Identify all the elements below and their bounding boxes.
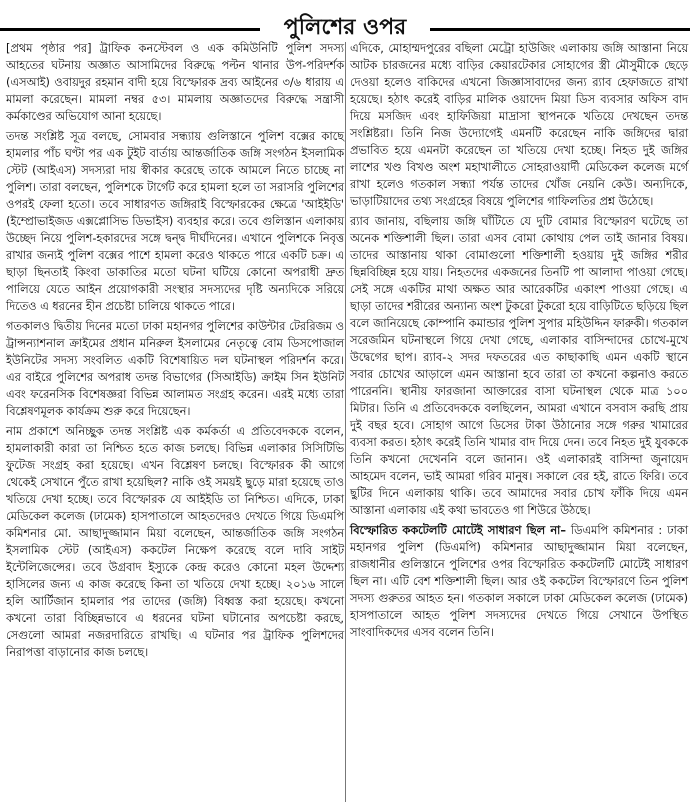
right-paragraph-1: এদিকে, মোহাম্মদপুরের বছিলা মেট্রো হাউজিং এলাকায় জঙ্গি আস্তানা নিয়ে আটক চারজনের মধ্যে বাড়ির কেয়ারটেকার সোহাগের স্ত্রী মৌসুমীকে ছেড়ে দেওয়া হলেও বাকিদের এখনো জিজ্ঞাসাবাদের জন্য র‌্যাব হেফাজতে রাখা হয়েছে। হঠাৎ করেই বাড়ির মালিক ওয়াদেদ মিয়া ডিস ব্যবসার অফিস বাদ দিয়ে মসজিদ এবং হাফিজিয়া মাদ্রাসা স্থাপনকে খতিয়ে দেখছেন তদন্ত সংশ্লিষ্টরা। তিনি নিজ উদ্যোগেই এমনটি করেছেন নাকি জঙ্গিদের দ্বারা প্রভাবিত হয়ে এমনটা করেছেন তা খতিয়ে দেখা হচ্ছে। নিহত দুই জঙ্গির লাশের খণ্ড বিখণ্ড অংশ মহাখালীতে সোহরাওয়ার্দী মেডিকেল কলেজ মর্গে রাখা হলেও গতকাল সন্ধ্যা পর্যন্ত তাদের খোঁজ নেয়নি কেউ। অন্যদিকে, ভাড়াটিয়াদের তথ্য সংগ্রহের বিষয়ে পুলিশের গাফিলতির প্রশ্ন উঠেছে। xyxy=(350,42,688,208)
continued-tag: [প্রথম পৃষ্ঠার পর] xyxy=(6,42,92,55)
left-paragraph-2: তদন্ত সংশ্লিষ্ট সূত্র বলছে, সোমবার সন্ধ্যায় গুলিস্তানে পুলিশ বক্সের কাছে হামলার পাঁচ ঘণ্টা পর এক টুইট বার্তায় আন্তর্জাতিক জঙ্গি সংগঠন ইসলামিক স্টেট (আইএস) সদস্যরা দায় স্বীকার করেছে তাকে আমলে নিতে চাচ্ছে না পুলিশ। তারা বলছেন, পুলিশকে টার্গেট করে হামলা হলে তা সরাসরি পুলিশের ওপরই ফেলা হতো। তবে সাধারণত জঙ্গিরাই বিস্ফোরকের ক্ষেত্রে 'আইইডি' (ইম্প্রোভাইজড এক্সপ্লোসিভ ডিভাইস) ব্যবহার করে। তবে গুলিস্তান এলাকায় উচ্ছেদ নিয়ে পুলিশ-হকারদের সঙ্গে দ্বন্দ্ব দীর্ঘদিনের। এখানে পুলিশকে নিবৃত্ত রাখার জন্যই পুলিশ বক্সের পাশে হামলা করেও থাকতে পারে একটি চক্র। এ ছাড়া ছিনতাই কিংবা ডাকাতির মতো ঘটনা ঘটিয়ে কোনো অপরাধী দ্রুত পালিয়ে যেতে আইন প্রয়োগকারী সংস্থার সদস্যদের দৃষ্টি অন্যদিকে সরিয়ে দিতেও এ ধরনের হীন প্রচেষ্টা চালিয়ে থাকতে পারে। xyxy=(6,130,344,313)
left-paragraph-3: গতকালও দ্বিতীয় দিনের মতো ঢাকা মহানগর পুলিশের কাউন্টার টেররিজম ও ট্রান্সন্যাশনাল ক্রাইমের প্রধান মনিরুল ইসলামের নেতৃত্বে বোম ডিসপোজাল ইউনিটের সদস্য সংবলিত একটি বিশেষায়িত দল ঘটনাস্থল পরিদর্শন করে। এর বাইরে পুলিশের অপরাধ তদন্ত বিভাগের (সিআইডি) ক্রাইম সিন ইউনিট এবং ফরেনসিক বিশেষজ্ঞরা বিভিন্ন আলামত সংগ্রহ করেন। এরই মধ্যে তারা বিশ্লেষণমূলক কার্যক্রম শুরু করে দিয়েছেন। xyxy=(6,320,344,418)
right-paragraph-3 xyxy=(350,522,688,641)
headline: পুলিশের ওপর xyxy=(283,14,407,40)
left-paragraph-4: নাম প্রকাশে অনিচ্ছুক তদন্ত সংশ্লিষ্ট এক কর্মকর্তা এ প্রতিবেদককে বলেন, হামলাকারী কারা তা নিশ্চিত হতে কাজ চলছে। বিভিন্ন এলাকার সিসিটিভি ফুটেজ সংগ্রহ করা হয়েছে। এখন বিশ্লেষণ চলছে। বিস্ফোরক কী আগে থেকেই সেখানে পুঁতে রাখা হয়েছিল? নাকি ওই সময়ই ছুড়ে মারা হয়েছে তাও খতিয়ে দেখা হচ্ছে। তবে বিস্ফোরক যে আইইডি তা নিশ্চিত। এদিকে, ঢাকা মেডিকেল কলেজ (ঢামেক) হাসপাতালে আহতদেরও দেখতে গিয়ে ডিএমপি কমিশনার মো. আছাদুজ্জামান মিয়া বলেছেন, আন্তর্জাতিক জঙ্গি সংগঠন ইসলামিক স্টেট (আইএস) ককটেল নিক্ষেপ করেছে বলে দাবি সাইট ইন্টেলিজেন্সের। তবে উগ্রবাদ ইস্যুকে কেন্দ্র করেও কোনো মহল উদ্দেশ্য হাসিলের জন্য এ কাজ করেছে কিনা তা খতিয়ে দেখা হচ্ছে। ২০১৬ সালে হলি আর্টিজান হামলার পর তাদের (জঙ্গি) বিধ্বস্ত করা হয়েছে। কখনো কখনো তারা বিচ্ছিন্নভাবে এ ধরনের ঘটনা ঘটানোর অপচেষ্টা করছে, সেগুলো আমরা নজরদারিতে রাখছি। এ ঘটনার পর ট্রাফিক পুলিশদের নিরাপত্তা বাড়ানোর কাজ চলছে। xyxy=(6,425,344,659)
left-column xyxy=(6,40,344,664)
right-paragraph-2: র‌্যাব জানায়, বছিলায় জঙ্গি ঘাঁটিতে যে দুটি বোমার বিস্ফোরণ ঘটেছে তা অনেক শক্তিশালী ছিল। তারা এসব বোমা কোথায় পেল তাই জানার বিষয়। তাদের আস্তানায় থাকা বোমাগুলো শক্তিশালী হওয়ায় দুই জঙ্গির শরীর ছিন্নবিচ্ছিন্ন হয়ে যায়। নিহতদের একজনের তিনটি পা আলাদা পাওয়া গেছে। সেই সঙ্গে একটির মাথা অক্ষত আর আরেকটির একাংশ পাওয়া গেছে। এ ছাড়া তাদের শরীরের অন্যান্য অংশ টুকরো টুকরো হয়ে বাড়িটিতে ছড়িয়ে ছিল বলে জানিয়েছে কোম্পানি কমান্ডার পুলিশ সুপার মহিউদ্দিন ফারুকী। গতকাল সরেজমিন ঘটনাস্থলে গিয়ে দেখা গেছে, এলাকার বাসিন্দাদের চোখে-মুখে উদ্বেগের ছাপ। র‌্যাব-২ সদর দফতরের এত কাছাকাছি এমন একটি স্থানে সবার চোখের আড়ালে এমন আস্তানা হবে তারা তা কখনো কল্পনাও করতে পারেননি। স্থানীয় ফারজানা আক্তারের বাসা ঘটনাস্থল থেকে মাত্র ১০০ মিটার। তিনি এ প্রতিবেদককে বলছিলেন, আমরা এখানে বসবাস করছি প্রায় দুই বছর হবে। সোহাগ আগে ডিসের টাকা উঠানোর সঙ্গে গরুর খামারের ব্যবসা করত। হঠাৎ করেই তিনি খামার বাদ দিয়ে দেন। তবে নিহত দুই যুবককে তিনি কখনো দেখেননি বলে জানান। ওই এলাকারই বাসিন্দা জুনায়েদ আহমেদ বলেন, ভাই আমরা গরিব মানুষ। সকালে বের হই, রাতে ফিরি। তবে ছুটির দিনে এলাকায় থাকি। তবে আমাদের সবার চোখ ফাঁকি দিয়ে এমন আস্তানা এলাকায় এই কথা ভাবতেও গা শিউরে উঠছে। xyxy=(350,215,688,517)
left-paragraph-1-text: ট্রাফিক কনস্টেবল ও এক কমিউনিটি পুলিশ সদস্য আহতের ঘটনায় অজ্ঞাত আসামিদের বিরুদ্ধে পল্টন থানার উপ-পরিদর্শক (এসআই) ওবায়দুর রহমান বাদী হয়ে বিস্ফোরক দ্রব্য আইনের ৩/৬ ধারায় এ মামলা করেছেন। মামলা নম্বর ৫৩। মামলায় অজ্ঞাতদের বিরুদ্ধে সন্ত্রাসী কর্মকাণ্ডের অভিযোগ আনা হয়েছে। xyxy=(6,42,344,123)
column-divider xyxy=(345,42,346,802)
right-paragraph-3-text: ডিএমপি কমিশনার : ঢাকা মহানগর পুলিশ (ডিএমপি) কমিশনার আছাদুজ্জামান মিয়া বলেছেন, রাজধানীর গুলিস্তানে পুলিশের ওপর বিস্ফোরিত ককটেলটি মোটেই সাধারণ ছিল না। এটি বেশ শক্তিশালী ছিল। আর ওই ককটেল বিস্ফোরণে তিন পুলিশ সদস্য গুরুতর আহত হন। গতকাল সকালে ঢাকা মেডিকেল কলেজ (ঢামেক) হাসপাতালে আহত পুলিশ সদস্যদের দেখতে গিয়ে সেখানে উপস্থিত সাংবাদিকদের এসব বলেন তিনি। xyxy=(350,524,688,639)
left-paragraph-1 xyxy=(6,40,344,125)
subheading-lead: বিস্ফোরিত ককটেলটি মোটেই সাধারণ ছিল না– xyxy=(350,524,566,537)
right-column xyxy=(350,40,688,644)
